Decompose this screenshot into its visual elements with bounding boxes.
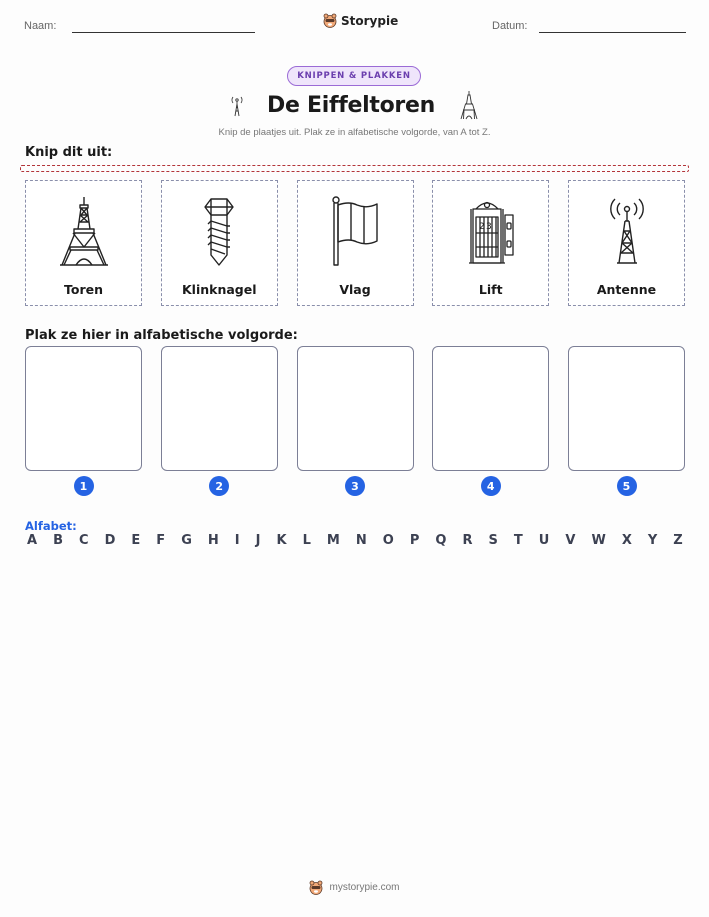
- slot-number-badge: 1: [74, 476, 94, 496]
- antenna-icon: [230, 93, 244, 117]
- alphabet-letter: P: [409, 533, 420, 548]
- alphabet-letter: N: [355, 533, 367, 548]
- alphabet-letter: L: [302, 533, 311, 548]
- alphabet-letter: Q: [435, 533, 447, 548]
- footer: [0, 880, 709, 895]
- paste-slot-3[interactable]: [297, 346, 414, 471]
- card-label: Lift: [478, 282, 503, 297]
- alphabet-letter: V: [565, 533, 576, 548]
- alphabet-letter: R: [462, 533, 473, 548]
- paste-slot-5[interactable]: [568, 346, 685, 471]
- alphabet-letter: S: [488, 533, 498, 548]
- slot-numbers: [25, 476, 685, 496]
- slot-number-badge: 4: [481, 476, 501, 496]
- alphabet-letter: F: [156, 533, 166, 548]
- instructions: Knip de plaatjes uit. Plak ze in alfabetische volgorde, van A tot Z.: [218, 127, 491, 138]
- paste-slot-4[interactable]: [432, 346, 549, 471]
- cutout-card-lift[interactable]: [432, 180, 549, 306]
- name-line: [72, 32, 255, 33]
- paste-slot-1[interactable]: [25, 346, 142, 471]
- cut-line: [20, 165, 689, 172]
- alphabet-letter: G: [181, 533, 192, 548]
- alphabet-letter: K: [276, 533, 287, 548]
- antenna-icon: [607, 195, 647, 267]
- eiffel-tower-icon: [56, 195, 112, 267]
- elevator-icon: [461, 195, 521, 267]
- cutout-card-vlag[interactable]: [297, 180, 414, 306]
- card-label: Toren: [64, 282, 103, 297]
- storypie-mascot-icon: [309, 880, 323, 895]
- storypie-mascot-icon: [323, 13, 337, 28]
- brand-logo: [323, 13, 398, 28]
- card-label: Vlag: [339, 282, 371, 297]
- cutout-card-klinknagel[interactable]: [161, 180, 278, 306]
- activity-badge: KNIPPEN & PLAKKEN: [287, 66, 421, 86]
- alphabet-letter: H: [207, 533, 219, 548]
- date-line: [539, 32, 686, 33]
- slot-number-badge: 5: [617, 476, 637, 496]
- svg-text:3: 3: [485, 222, 492, 232]
- title-row: [230, 90, 480, 120]
- alphabet-letter: Z: [673, 533, 683, 548]
- date-label: Datum:: [492, 20, 528, 32]
- cutout-card-antenne[interactable]: [568, 180, 685, 306]
- alphabet-letter: M: [326, 533, 340, 548]
- alphabet-row: [27, 533, 683, 548]
- name-label: Naam:: [24, 20, 57, 32]
- alphabet-letter: Y: [647, 533, 658, 548]
- alphabet-letter: E: [131, 533, 141, 548]
- cut-section-label: Knip dit uit:: [25, 145, 113, 160]
- page-title: De Eiffeltoren: [267, 92, 435, 118]
- paste-slot-2[interactable]: [161, 346, 278, 471]
- alphabet-letter: J: [255, 533, 261, 548]
- alphabet-letter: W: [591, 533, 606, 548]
- alphabet-letter: D: [104, 533, 116, 548]
- alphabet-letter: X: [621, 533, 632, 548]
- cutout-cards: [25, 180, 685, 307]
- alphabet-letter: O: [382, 533, 394, 548]
- cutout-card-toren[interactable]: [25, 180, 142, 306]
- alphabet-letter: T: [513, 533, 523, 548]
- card-label: Klinknagel: [181, 282, 257, 297]
- card-label: Antenne: [596, 282, 657, 297]
- footer-url: mystorypie.com: [329, 882, 400, 893]
- brand-name: Storypie: [341, 13, 399, 28]
- alphabet-letter: U: [538, 533, 550, 548]
- alphabet-letter: C: [79, 533, 89, 548]
- alphabet-letter: A: [27, 533, 38, 548]
- paste-slots: [25, 346, 685, 472]
- flag-icon: [327, 195, 383, 267]
- paste-section-label: Plak ze hier in alfabetische volgorde:: [25, 328, 298, 343]
- alphabet-letter: B: [53, 533, 63, 548]
- slot-number-badge: 3: [345, 476, 365, 496]
- alphabet-letter: I: [234, 533, 240, 548]
- alphabet-label: Alfabet:: [25, 519, 77, 533]
- rivet-icon: [197, 195, 241, 267]
- slot-number-badge: 2: [209, 476, 229, 496]
- eiffel-tower-icon: [458, 90, 480, 120]
- svg-text:2: 2: [478, 222, 485, 232]
